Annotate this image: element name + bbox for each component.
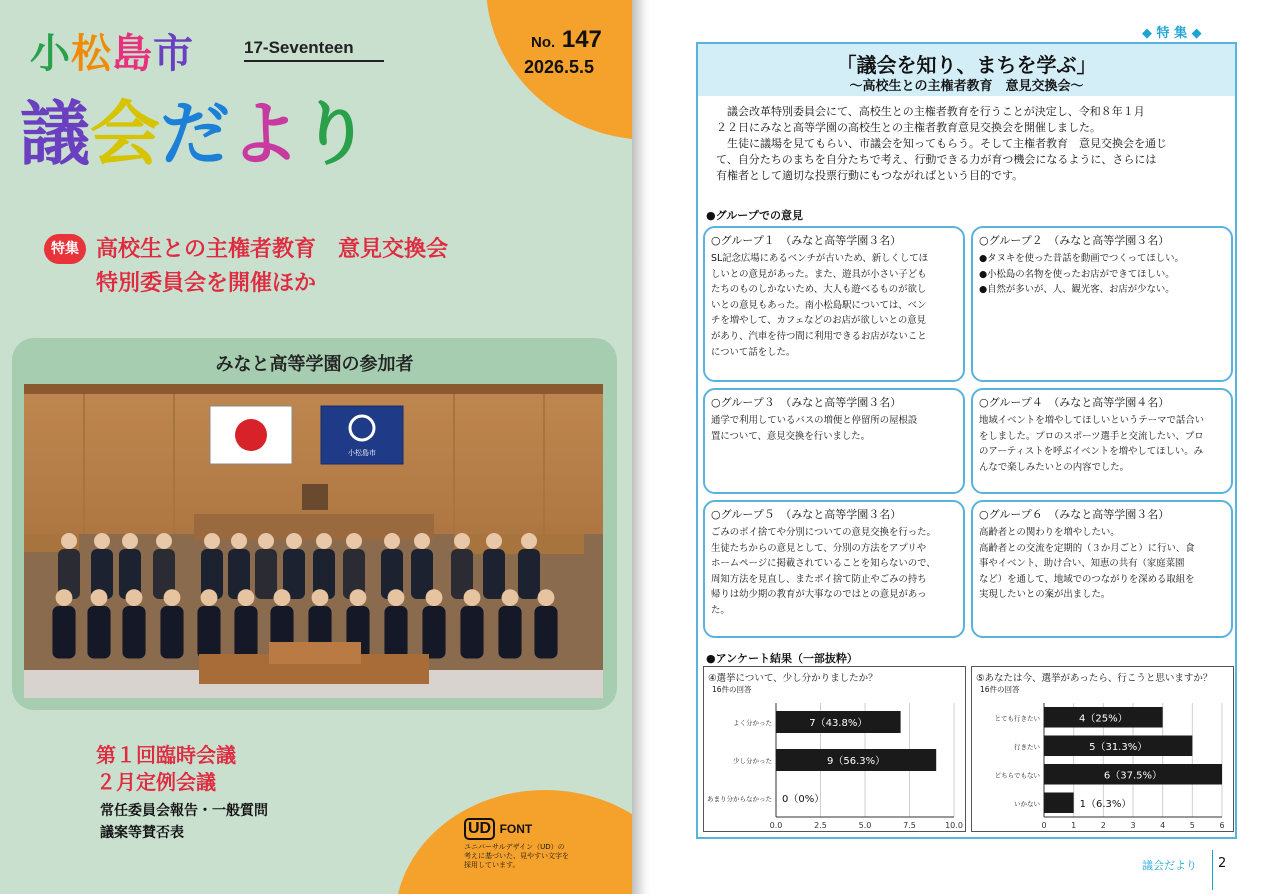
group-line: ●自然が多いが、人、観光客、お店が少ない。 <box>979 284 1175 296</box>
chart-tick-label: 0.0 <box>769 821 783 830</box>
issue-number <box>531 26 602 54</box>
group-line: ホームページに掲載されていることを知らないので、 <box>711 558 936 570</box>
group-body <box>711 413 957 444</box>
person-head <box>274 589 291 606</box>
person-head <box>122 533 138 549</box>
group-line: など）を通して、地域でのつながりを深める取組を <box>979 573 1195 585</box>
group-line: しいとの意見があった。また、遊具が小さい子ども <box>711 268 927 280</box>
people-back-row <box>58 533 540 599</box>
group-title: ○グループ１ （みなと高等学園３名） <box>711 234 902 247</box>
group-line: 実現したいとの案が出ました。 <box>979 589 1111 601</box>
person-figure <box>534 606 557 659</box>
chart-data-label: 4（25%） <box>1079 713 1128 725</box>
person-head <box>502 589 519 606</box>
chart-tick-label: 5 <box>1189 821 1195 830</box>
person-head <box>56 589 73 606</box>
article-header <box>698 44 1235 96</box>
article-title: 「議会を知り、まちを学ぶ」 <box>836 53 1097 77</box>
chart-tick-label: 2 <box>1100 821 1106 830</box>
title-character: よ <box>230 93 300 175</box>
chart-category-label: あまり分からなかった <box>707 795 772 803</box>
feature-headline-2: 特別委員会を開催ほか <box>96 271 317 296</box>
person-head <box>91 589 108 606</box>
chart-response-count: 16件の回答 <box>980 685 1020 694</box>
chart-plot <box>972 667 1235 833</box>
ud-mark: UD <box>464 818 495 840</box>
person-head <box>414 533 430 549</box>
group-line: SL記念広場にあるベンチが古いため、新しくしてほ <box>711 253 929 264</box>
chart-tick-label: 6 <box>1219 821 1225 830</box>
feature-headline: 高校生との主権者教育 意見交換会 <box>96 237 449 262</box>
group-card-4 <box>971 388 1233 494</box>
person-head <box>388 589 405 606</box>
seventeen-underline <box>244 60 384 62</box>
survey-chart-2 <box>971 666 1234 832</box>
groups-heading: ●グループでの意見 <box>706 209 804 222</box>
group-line: 事やイベント、助け合い、知恵の共有（家庭菜園 <box>979 558 1185 570</box>
group-card-1 <box>703 226 965 382</box>
chart-tick-label: 4 <box>1160 821 1166 830</box>
group-card-3 <box>703 388 965 494</box>
title-character: 島 <box>112 31 153 77</box>
section-label: ◆ 特 集 ◆ <box>1142 26 1202 41</box>
title-character: 市 <box>153 31 194 77</box>
person-head <box>538 589 555 606</box>
chart-category-label: 少し分かった <box>733 757 772 765</box>
issue-prefix: No. <box>531 34 556 51</box>
footer-divider <box>1212 850 1213 890</box>
group-card-2 <box>971 226 1233 382</box>
group-line: 地域イベントを増やしてほしいというテーマで話合い <box>979 415 1205 426</box>
group-card-6 <box>971 500 1233 638</box>
session-headline-1: 第１回臨時会議 <box>96 743 236 767</box>
group-line: ごみのポイ捨てや分別についての意見交換を行った。 <box>711 527 936 538</box>
footer-label: 議会だより <box>1142 859 1197 872</box>
person-head <box>316 533 332 549</box>
group-photo <box>24 384 603 698</box>
title-character: 松 <box>71 31 112 77</box>
survey-chart-1 <box>703 666 966 832</box>
chart-category-label: とても行きたい <box>994 714 1040 723</box>
group-line: 生徒たちからの意見として、分別の方法をアプリや <box>711 542 927 554</box>
group-line: 高齢者との交流を定期的（３か月ごと）に行い、食 <box>979 542 1195 554</box>
group-line: 置について、意見交換を行いました。 <box>711 430 871 442</box>
person-figure <box>498 606 521 659</box>
group-line: 帰りは幼少期の教育が大事なのではとの意見があっ <box>711 589 927 601</box>
chart-category-label: どちらでもない <box>994 771 1040 780</box>
chart-data-label: 7（43.8%） <box>809 718 868 729</box>
group-line: があり、汽車を待つ間に利用できるお店がないこと <box>711 330 927 342</box>
issue-date: 2026.5.5 <box>524 57 595 77</box>
group-card-5 <box>703 500 965 638</box>
ud-font-logo <box>464 818 532 840</box>
chart-tick-label: 3 <box>1130 821 1136 830</box>
person-figure <box>483 549 505 599</box>
page-number: 2 <box>1218 856 1227 871</box>
person-head <box>350 589 367 606</box>
person-head <box>312 589 329 606</box>
person-figure <box>422 606 445 659</box>
title-character: り <box>300 93 370 175</box>
cover-page <box>0 0 632 894</box>
feature-badge: 特集 <box>44 234 86 264</box>
cover-city-name <box>30 22 194 79</box>
title-character: だ <box>160 93 230 175</box>
chart-tick-label: 10.0 <box>945 821 963 830</box>
group-line: をしました。プロのスポーツ選手と交流したい、プロ <box>979 430 1204 442</box>
person-head <box>486 533 502 549</box>
session-headline-2: ２月定例会議 <box>96 770 216 794</box>
intro-line: 有権者として適切な投票行動にもつながればという目的です。 <box>716 169 1024 182</box>
group-line: ●小松島の名物を使ったお店ができてほしい。 <box>979 268 1175 280</box>
group-line: た。 <box>711 604 730 616</box>
chart-category-label: よく分かった <box>733 719 772 727</box>
group-line: ●タヌキを使った昔話を動画でつくってほしい。 <box>979 253 1184 264</box>
group-body <box>979 413 1225 475</box>
person-head <box>204 533 220 549</box>
group-line: のアーティストを呼ぶイベントを増やしてほしい。み <box>979 446 1203 458</box>
ud-description: 採用しています。 <box>464 861 520 869</box>
chart-tick-label: 1 <box>1071 821 1077 830</box>
person-figure <box>518 549 540 599</box>
chart-title: ④選挙について、少し分かりましたか？ <box>708 673 878 684</box>
group-body <box>979 251 1225 298</box>
ud-description: ユニバーサルデザイン（UD）の <box>464 843 565 851</box>
seventeen-label: 17-Seventeen <box>244 38 354 57</box>
person-head <box>231 533 247 549</box>
title-character: 小 <box>30 31 71 77</box>
person-head <box>286 533 302 549</box>
issue-number-value: 147 <box>561 26 602 53</box>
group-body <box>711 525 957 619</box>
chart-response-count: 16件の回答 <box>712 685 752 694</box>
person-head <box>94 533 110 549</box>
intro-line: て、自分たちのまちを自分たちで考え、行動できる力が育つ機会になるように、さらには <box>716 153 1157 166</box>
group-line: について話をした。 <box>711 346 796 358</box>
group-photo-illustration <box>24 384 603 698</box>
article-box <box>696 42 1237 839</box>
person-figure <box>160 606 183 659</box>
intro-line: 議会改革特別委員会にて、高校生との主権者教育を行うことが決定し、令和８年１月 <box>716 105 1145 118</box>
title-character: 議 <box>20 93 90 175</box>
chart-plot <box>704 667 967 833</box>
group-body <box>979 525 1225 603</box>
group-line: 通学で利用しているバスの増便と停留所の屋根設 <box>711 415 918 426</box>
chart-bar <box>1044 792 1074 813</box>
chart-data-label: 0（0%） <box>782 794 825 805</box>
person-head <box>61 533 77 549</box>
chart-data-label: 1（6.3%） <box>1079 798 1132 810</box>
group-title: ○グループ２ （みなと高等学園３名） <box>979 234 1170 247</box>
chart-tick-label: 0 <box>1041 821 1047 830</box>
chart-data-label: 9（56.3%） <box>827 756 886 767</box>
person-head <box>521 533 537 549</box>
city-flag-label: 小松島市 <box>348 449 376 457</box>
chart-data-label: 5（31.3%） <box>1089 741 1148 753</box>
person-figure <box>197 606 220 659</box>
page-spine <box>632 0 650 894</box>
person-head <box>126 589 143 606</box>
group-line: んなで楽しみたいとの内容でした。 <box>979 461 1130 473</box>
ud-description: 考えに基づいた、見やすい文字を <box>464 852 569 860</box>
person-figure <box>460 606 483 659</box>
chart-title: ⑤あなたは今、選挙があったら、行こうと思いますか？ <box>976 673 1213 684</box>
group-line: 周知方法を見直し、またポイ捨て防止やごみの持ち <box>711 573 927 585</box>
chart-tick-label: 5.0 <box>858 821 872 830</box>
chart-data-label: 6（37.5%） <box>1103 770 1163 782</box>
person-figure <box>234 606 257 659</box>
intro-line: ２２日にみなと高等学園の高校生との主権者教育意見交換会を開催しました。 <box>716 121 1101 134</box>
article-page <box>650 0 1280 894</box>
group-title: ○グループ３ （みなと高等学園３名） <box>711 396 902 409</box>
person-figure <box>122 606 145 659</box>
group-line: いとの意見もあった。南小松島駅については、ベン <box>711 299 927 311</box>
survey-heading: ●アンケート結果（一部抜粋） <box>706 652 858 665</box>
group-line: たちのものしかないため、大人も遊べるものが欲し <box>711 284 927 296</box>
person-figure <box>384 606 407 659</box>
group-title: ○グループ６ （みなと高等学園３名） <box>979 508 1170 521</box>
photo-caption: みなと高等学園の参加者 <box>215 354 414 375</box>
person-head <box>238 589 255 606</box>
person-head <box>258 533 274 549</box>
group-line: 高齢者との関わりを増やしたい。 <box>979 527 1120 538</box>
group-body <box>711 251 957 360</box>
person-head <box>346 533 362 549</box>
person-head <box>426 589 443 606</box>
report-headline-1: 常任委員会報告・一般質問 <box>100 803 268 819</box>
chart-tick-label: 2.5 <box>814 821 827 830</box>
article-subtitle: ～高校生との主権者教育 意見交換会～ <box>849 79 1084 94</box>
person-head <box>156 533 172 549</box>
person-figure <box>87 606 110 659</box>
chart-tick-label: 7.5 <box>903 821 916 830</box>
chart-category-label: いかない <box>1014 799 1040 808</box>
title-character: 会 <box>90 93 160 175</box>
ud-font-label: FONT <box>499 822 533 836</box>
person-head <box>384 533 400 549</box>
person-head <box>201 589 218 606</box>
group-title: ○グループ４ （みなと高等学園４名） <box>979 396 1170 409</box>
person-head <box>454 533 470 549</box>
cover-title <box>20 78 370 179</box>
group-title: ○グループ５ （みなと高等学園３名） <box>711 508 902 521</box>
report-headline-2: 議案等賛否表 <box>100 825 184 841</box>
person-head <box>464 589 481 606</box>
intro-line: 生徒に議場を見てもらい、市議会を知ってもらう。そして主権者教育 意見交換会を通じ <box>716 137 1167 150</box>
chart-category-label: 行きたい <box>1014 742 1040 751</box>
person-figure <box>255 549 277 599</box>
person-figure <box>52 606 75 659</box>
person-head <box>164 589 181 606</box>
group-line: チを増やして、カフェなどのお店が欲しいとの意見 <box>711 315 926 327</box>
